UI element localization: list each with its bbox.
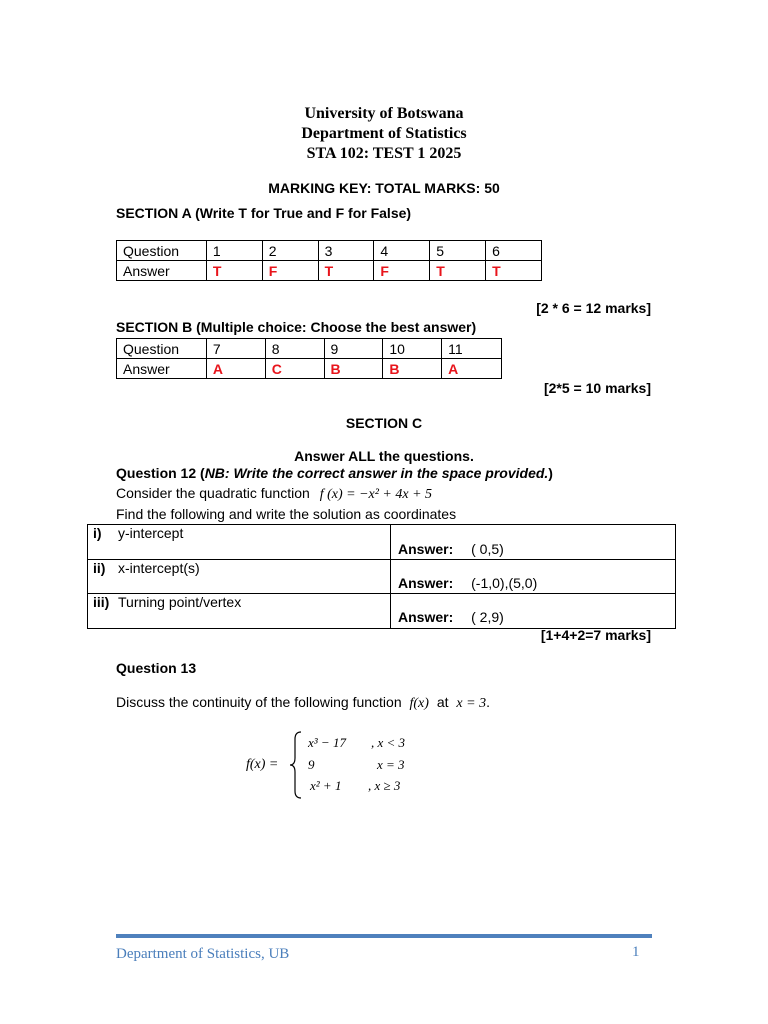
answer-value: ( 0,5): [471, 541, 504, 557]
answer-cell: T: [430, 261, 486, 281]
table-row: [88, 525, 676, 560]
page-number: 1: [632, 944, 640, 960]
table-row: [88, 559, 676, 594]
answer-label: Answer:: [398, 575, 454, 591]
row-number: ii): [93, 559, 106, 576]
question-number: 7: [206, 339, 265, 359]
question-12-title: [116, 465, 553, 481]
question-13-text: Discuss the continuity of the following function: [116, 694, 402, 710]
question-12-intro: Consider the quadratic function: [116, 485, 310, 501]
question-number: 3: [318, 241, 374, 261]
row-number: i): [93, 525, 102, 541]
question-12-nb: NB: Write the correct answer in the space provided.: [204, 465, 549, 481]
quadratic-function: f (x) = −x² + 4x + 5: [319, 487, 433, 502]
test-title: STA 102: TEST 1 2025: [306, 145, 462, 162]
table-row: [117, 339, 502, 359]
answer-label: Answer:: [398, 609, 454, 625]
answer-line: [398, 575, 537, 591]
university-title: University of Botswana: [304, 105, 464, 122]
row-label: Question: [117, 339, 207, 359]
answer-cell: A: [442, 359, 502, 379]
row-label: Turning point/vertex: [118, 594, 242, 610]
answer-value: (-1,0),(5,0): [471, 575, 538, 591]
question-12-find: Find the following and write the solution as coordinates: [116, 506, 457, 522]
footer-department: Department of Statistics, UB: [116, 946, 290, 962]
answer-cell: F: [374, 261, 430, 281]
marking-key-title: MARKING KEY: TOTAL MARKS: 50: [268, 180, 500, 196]
answer-cell: A: [206, 359, 265, 379]
answer-cell: C: [265, 359, 324, 379]
question-12-table: [87, 524, 676, 629]
row-label: x-intercept(s): [118, 559, 200, 576]
function-symbol: f(x): [409, 696, 429, 711]
question-number: 9: [324, 339, 383, 359]
answer-cell: T: [318, 261, 374, 281]
answer-cell: T: [486, 261, 542, 281]
section-a-marks: [2 * 6 = 12 marks]: [536, 300, 651, 316]
case-condition: x = 3: [377, 757, 405, 772]
row-label: Answer: [117, 359, 207, 379]
section-c-instruction: Answer ALL the questions.: [294, 448, 474, 464]
case-expression: 9: [308, 757, 315, 772]
answer-cell: F: [262, 261, 318, 281]
answer-cell: B: [324, 359, 383, 379]
case-expression: x² + 1: [310, 778, 342, 793]
answer-line: [398, 609, 504, 625]
section-a-heading: SECTION A (Write T for True and F for False): [116, 205, 412, 221]
section-b-table: [116, 338, 502, 379]
row-label: y-intercept: [118, 525, 184, 541]
question-number: 11: [442, 339, 502, 359]
left-brace-icon: [288, 730, 304, 800]
section-b-marks: [2*5 = 10 marks]: [543, 380, 651, 396]
table-row: [88, 594, 676, 629]
case-expression: x³ − 17: [308, 735, 346, 750]
answer-cell: B: [383, 359, 442, 379]
footer-divider: [116, 934, 652, 938]
question-12-intro-line: [116, 485, 432, 503]
at-word: at: [436, 694, 449, 710]
row-label: Answer: [117, 261, 207, 281]
question-12-label: Question 12 (: [116, 465, 205, 481]
question-number: 1: [206, 241, 262, 261]
section-c-heading: SECTION C: [345, 415, 423, 431]
department-title: Department of Statistics: [301, 125, 467, 142]
row-number: iii): [93, 594, 110, 610]
question-number: 8: [265, 339, 324, 359]
question-13-title: Question 13: [116, 660, 197, 676]
table-row: [117, 241, 542, 261]
point-value: x = 3: [456, 696, 487, 711]
row-label: Question: [117, 241, 207, 261]
table-row: [117, 359, 502, 379]
question-number: 10: [383, 339, 442, 359]
question-number: 2: [262, 241, 318, 261]
period: .: [486, 694, 490, 710]
question-13-text-line: [116, 694, 490, 712]
section-a-table: [116, 240, 542, 281]
answer-line: [398, 541, 504, 557]
question-number: 5: [430, 241, 486, 261]
piecewise-lhs: f(x) =: [246, 757, 279, 772]
question-12-marks: [1+4+2=7 marks]: [540, 627, 651, 643]
question-number: 4: [374, 241, 430, 261]
case-condition: , x ≥ 3: [368, 778, 401, 793]
answer-value: ( 2,9): [471, 609, 504, 625]
section-b-heading: SECTION B (Multiple choice: Choose the best answer): [116, 319, 477, 335]
table-row: [117, 261, 542, 281]
question-12-close: ): [548, 465, 553, 481]
case-condition: , x < 3: [371, 735, 406, 750]
answer-cell: T: [206, 261, 262, 281]
answer-label: Answer:: [398, 541, 454, 557]
question-number: 6: [486, 241, 542, 261]
